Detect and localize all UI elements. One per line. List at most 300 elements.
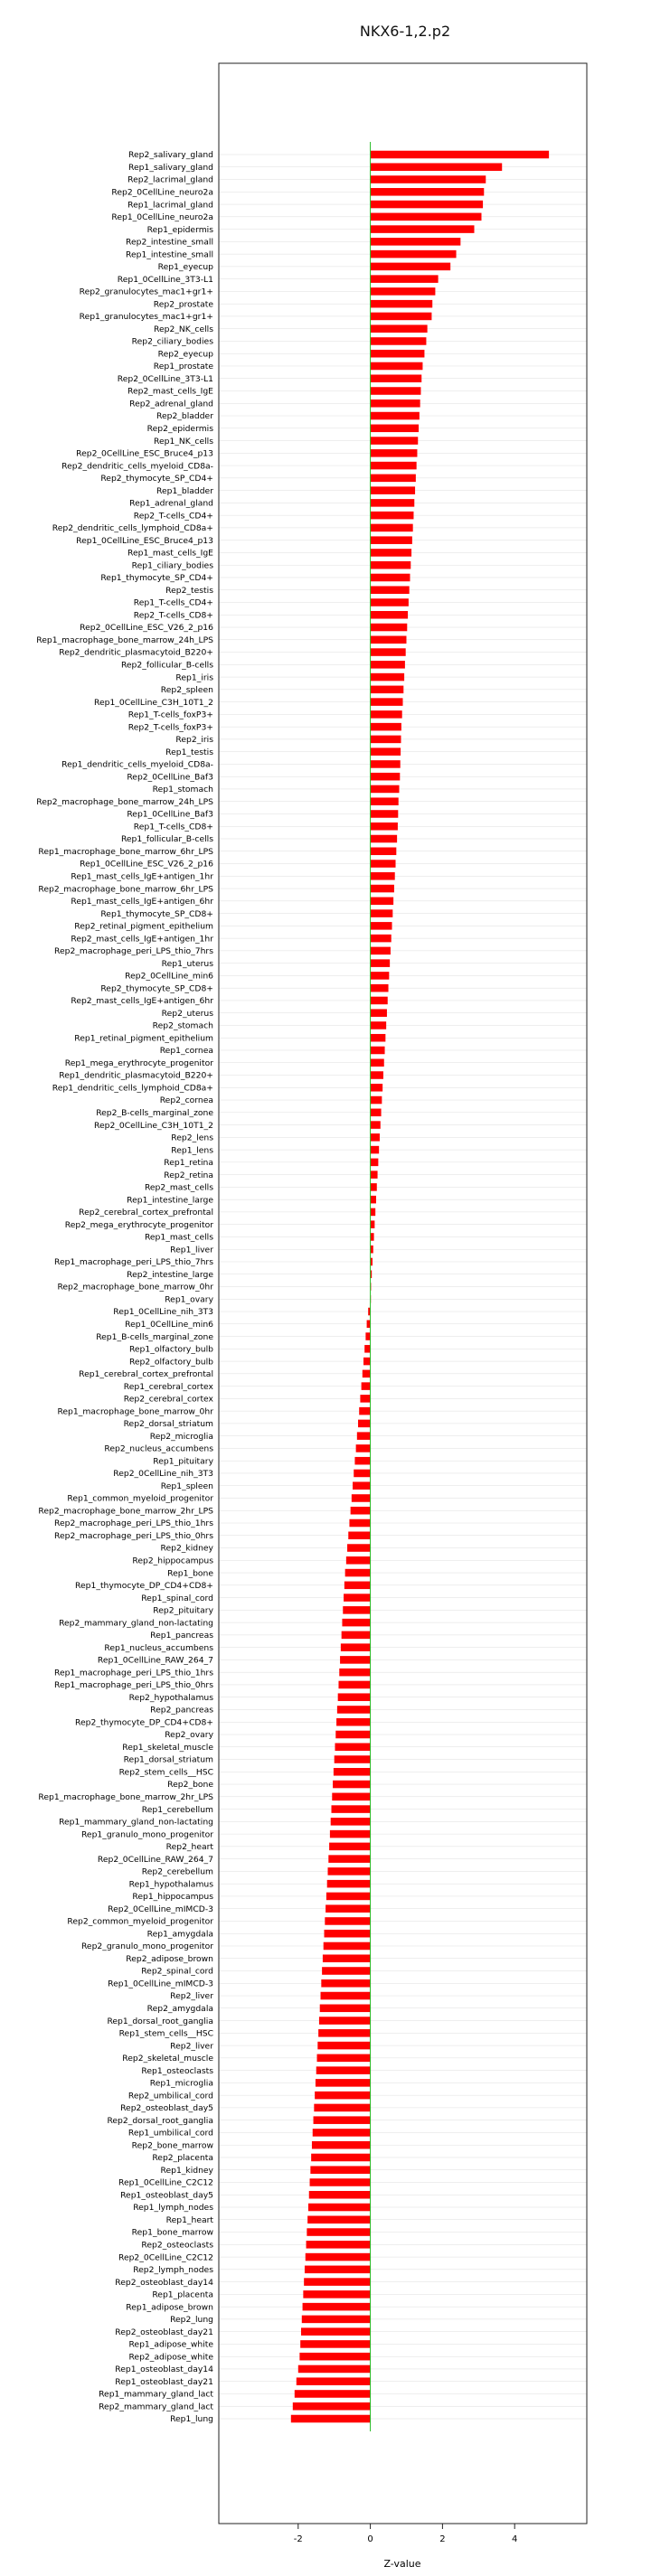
category-label: Rep1_0CellLine_3T3-L1 — [117, 274, 213, 285]
category-label: Rep1_spleen — [160, 1481, 213, 1491]
category-label: Rep2_macrophage_bone_marrow_2hr_LPS — [38, 1506, 213, 1517]
category-label: Rep1_0CellLine_neuro2a — [111, 212, 213, 223]
bar — [326, 1904, 370, 1913]
category-label: Rep1_olfactory_bulb — [128, 1344, 213, 1355]
bar — [371, 163, 503, 171]
category-label: Rep2_macrophage_bone_marrow_6hr_LPS — [38, 884, 213, 895]
category-label: Rep2_osteoblast_day21 — [115, 2327, 213, 2337]
bar — [319, 2017, 371, 2025]
bar — [362, 1382, 371, 1390]
bar — [320, 2005, 371, 2013]
category-label: Rep2_amygdala — [146, 2003, 213, 2014]
category-label: Rep2_0CellLine_RAW_264_7 — [97, 1854, 213, 1865]
category-label: Rep1_cerebral_cortex — [123, 1381, 213, 1392]
bar — [371, 885, 394, 893]
category-label: Rep1_B-cells_marginal_zone — [96, 1331, 213, 1342]
bar — [318, 2029, 370, 2037]
category-label: Rep1_bone_marrow — [131, 2227, 213, 2238]
category-label: Rep2_mast_cells_IgE+antigen_6hr — [71, 996, 213, 1007]
bar — [371, 1084, 383, 1092]
category-label: Rep2_pancreas — [150, 1705, 213, 1716]
category-label: Rep2_salivary_gland — [128, 150, 213, 161]
category-label: Rep1_0CellLine_Baf3 — [127, 809, 213, 820]
category-label: Rep2_intestine_large — [127, 1269, 213, 1280]
x-tick-label: 2 — [439, 2534, 446, 2544]
bar — [354, 1470, 370, 1478]
category-label: Rep1_ciliary_bodies — [131, 560, 213, 571]
bar — [371, 1159, 379, 1167]
category-label: Rep1_kidney — [160, 2165, 213, 2176]
bar — [371, 462, 417, 470]
bar — [307, 2241, 371, 2249]
category-label: Rep1_0CellLine_min6 — [125, 1319, 213, 1330]
bar — [371, 1047, 385, 1055]
category-label: Rep1_pancreas — [150, 1631, 213, 1641]
bar — [317, 2054, 371, 2063]
bar — [371, 275, 439, 283]
bar — [371, 736, 401, 744]
category-label: Rep1_osteoblast_day5 — [120, 2190, 213, 2201]
bar — [331, 1805, 370, 1813]
bar — [371, 909, 393, 917]
category-label: Rep2_follicular_B-cells — [120, 660, 213, 671]
category-label: Rep1_mast_cells_IgE+antigen_1hr — [71, 871, 213, 882]
bar — [291, 2415, 371, 2423]
category-label: Rep1_macrophage_bone_marrow_24h_LPS — [36, 635, 213, 645]
bar — [371, 1071, 383, 1079]
bar — [314, 2104, 370, 2112]
bar — [328, 1867, 371, 1876]
category-label: Rep2_adrenal_gland — [129, 399, 213, 409]
category-label: Rep1_macrophage_bone_marrow_0hr — [57, 1406, 213, 1417]
category-label: Rep1_dendritic_cells_lymphoid_CD8a+ — [52, 1083, 213, 1094]
bar — [371, 1109, 382, 1117]
bar — [364, 1345, 370, 1353]
category-label: Rep2_bone_marrow — [131, 2140, 213, 2151]
bar — [371, 760, 401, 768]
bar — [345, 1569, 371, 1577]
category-label: Rep1_0CellLine_mIMCD-3 — [108, 1979, 213, 1989]
category-label: Rep2_lens — [171, 1133, 213, 1143]
bar — [371, 1034, 386, 1042]
category-label: Rep2_mammary_gland_lact — [99, 2402, 213, 2412]
bar — [323, 1954, 371, 1962]
bar — [371, 350, 425, 358]
bar — [371, 648, 406, 656]
category-label: Rep2_dendritic_cells_myeloid_CD8a- — [61, 461, 213, 472]
category-label: Rep2_adipose_brown — [126, 1953, 213, 1964]
category-label: Rep2_hippocampus — [132, 1556, 213, 1566]
bar — [302, 2316, 371, 2324]
x-tick-label: 0 — [367, 2534, 373, 2544]
category-label: Rep1_microglia — [149, 2078, 213, 2089]
category-label: Rep2_hypothalamus — [128, 1692, 213, 1703]
category-label: Rep2_ovary — [165, 1730, 213, 1741]
category-label: Rep2_osteoblast_day5 — [120, 2103, 213, 2114]
category-label: Rep2_cerebellum — [141, 1866, 213, 1877]
bar — [358, 1420, 371, 1428]
bar — [371, 188, 485, 196]
bar — [314, 2116, 371, 2124]
category-label: Rep1_bone — [167, 1568, 213, 1579]
category-label: Rep2_testis — [165, 585, 213, 596]
bar — [335, 1731, 370, 1739]
category-label: Rep2_lacrimal_gland — [127, 174, 213, 185]
bar — [347, 1544, 371, 1552]
bar — [360, 1395, 370, 1403]
category-label: Rep2_dorsal_root_ganglia — [107, 2115, 213, 2126]
category-label: Rep1_hypothalamus — [128, 1879, 213, 1890]
category-label: Rep2_spinal_cord — [141, 1966, 213, 1977]
category-label: Rep2_retina — [164, 1170, 213, 1180]
bar — [371, 437, 419, 445]
bar — [327, 1880, 371, 1888]
category-label: Rep2_T-cells_CD4+ — [133, 511, 213, 522]
category-label: Rep2_heart — [165, 1842, 213, 1853]
category-label: Rep2_stomach — [152, 1020, 213, 1031]
bar — [293, 2402, 371, 2411]
bar — [371, 898, 394, 906]
bar — [346, 1556, 371, 1565]
category-label: Rep1_lymph_nodes — [133, 2203, 213, 2214]
category-label: Rep1_macrophage_bone_marrow_6hr_LPS — [38, 846, 213, 857]
category-label: Rep2_T-cells_foxP3+ — [127, 722, 213, 733]
category-label: Rep2_bone — [167, 1780, 213, 1791]
bar — [363, 1370, 371, 1378]
category-label: Rep2_kidney — [160, 1543, 213, 1554]
bar — [338, 1681, 370, 1689]
category-label: Rep2_macrophage_peri_LPS_thio_1hrs — [53, 1518, 213, 1529]
category-label: Rep2_umbilical_cord — [127, 2091, 213, 2101]
bar — [297, 2377, 371, 2385]
bar — [335, 1743, 370, 1751]
bar — [316, 2079, 371, 2087]
bar — [371, 935, 392, 943]
bar — [334, 1768, 371, 1776]
category-label: Rep2_0CellLine_min6 — [125, 971, 213, 982]
bar — [371, 524, 413, 532]
bar — [371, 661, 405, 669]
x-tick-label: 4 — [512, 2534, 518, 2544]
category-label: Rep2_T-cells_CD8+ — [133, 610, 213, 621]
category-label: Rep2_NK_cells — [154, 324, 213, 334]
category-label: Rep1_mast_cells_IgE+antigen_6hr — [71, 897, 213, 907]
bar — [371, 201, 483, 209]
category-label: Rep2_ciliary_bodies — [131, 336, 213, 347]
bar — [311, 2154, 370, 2162]
category-label: Rep2_uterus — [161, 1008, 213, 1019]
bar — [371, 362, 423, 371]
category-label: Rep2_intestine_small — [125, 237, 213, 248]
category-label: Rep1_stomach — [152, 785, 213, 795]
category-label: Rep2_lymph_nodes — [133, 2265, 213, 2276]
category-label: Rep1_umbilical_cord — [127, 2128, 213, 2139]
bar — [328, 1855, 370, 1863]
category-label: Rep1_follicular_B-cells — [120, 834, 213, 845]
category-label: Rep2_osteoblast_day14 — [115, 2277, 213, 2288]
bar — [365, 1332, 370, 1340]
x-axis-label: Z-value — [383, 2558, 421, 2570]
category-label: Rep2_dendritic_cells_lymphoid_CD8a+ — [52, 523, 213, 534]
bar — [351, 1507, 371, 1515]
bar — [340, 1656, 371, 1664]
bar — [307, 2228, 370, 2236]
category-label: Rep2_stem_cells__HSC — [118, 1767, 213, 1778]
bar — [371, 1121, 381, 1129]
bar — [371, 486, 415, 494]
bar — [371, 872, 395, 880]
category-label: Rep1_uterus — [161, 958, 213, 969]
category-label: Rep2_nucleus_accumbens — [104, 1443, 213, 1454]
category-label: Rep1_pituitary — [153, 1456, 213, 1467]
bar — [352, 1494, 371, 1502]
bar — [371, 686, 404, 694]
category-label: Rep1_osteoblast_day21 — [115, 2376, 213, 2387]
category-label: Rep2_macrophage_peri_LPS_thio_0hrs — [53, 1530, 213, 1541]
category-label: Rep1_skeletal_muscle — [122, 1742, 213, 1753]
category-label: Rep1_0CellLine_ESC_Bruce4_p13 — [76, 535, 213, 546]
bar — [371, 1233, 374, 1241]
category-label: Rep1_testis — [165, 747, 213, 757]
bar — [321, 1992, 371, 2000]
bar — [371, 574, 410, 582]
bar — [371, 835, 398, 843]
bar — [371, 1208, 376, 1217]
bar — [371, 1021, 387, 1029]
bar — [371, 997, 388, 1005]
category-label: Rep1_macrophage_peri_LPS_thio_0hrs — [53, 1680, 213, 1691]
bar — [309, 2191, 371, 2199]
category-label: Rep2_mast_cells — [144, 1182, 213, 1193]
bar — [332, 1793, 370, 1801]
bar — [371, 387, 421, 395]
bar — [336, 1718, 371, 1726]
category-label: Rep2_0CellLine_ESC_Bruce4_p13 — [76, 448, 213, 459]
category-label: Rep1_placenta — [152, 2289, 213, 2300]
bar — [322, 1967, 370, 1975]
bar — [371, 972, 390, 980]
x-tick-label: -2 — [293, 2534, 303, 2544]
bar — [304, 2278, 370, 2286]
bar — [329, 1843, 370, 1851]
category-label: Rep1_retinal_pigment_epithelium — [74, 1033, 213, 1044]
bar — [371, 723, 401, 731]
bar — [371, 1133, 380, 1142]
bar — [371, 1096, 382, 1105]
bar — [305, 2266, 371, 2274]
category-label: Rep2_skeletal_muscle — [122, 2054, 213, 2064]
category-label: Rep2_thymocyte_DP_CD4+CD8+ — [75, 1717, 213, 1728]
bar — [371, 598, 409, 606]
bar — [371, 586, 410, 594]
category-label: Rep2_liver — [170, 1991, 213, 2002]
category-label: Rep1_thymocyte_DP_CD4+CD8+ — [75, 1581, 213, 1592]
bar — [371, 1220, 375, 1228]
category-label: Rep2_0CellLine_C2C12 — [118, 2252, 213, 2263]
bar — [371, 475, 416, 483]
bar — [371, 374, 422, 382]
bar — [371, 175, 486, 183]
bar — [326, 1893, 371, 1901]
bar — [371, 624, 408, 632]
bar — [348, 1532, 370, 1540]
bar — [371, 499, 415, 507]
category-label: Rep2_granulo_mono_progenitor — [80, 1941, 213, 1952]
category-label: Rep2_placenta — [152, 2153, 213, 2164]
bar — [371, 324, 428, 333]
bar — [371, 449, 418, 457]
category-label: Rep1_macrophage_peri_LPS_thio_1hrs — [53, 1668, 213, 1678]
bar — [371, 536, 412, 544]
category-label: Rep1_lacrimal_gland — [127, 200, 213, 211]
bar — [371, 1170, 378, 1179]
bar — [295, 2390, 371, 2398]
bar — [313, 2129, 371, 2137]
bar — [371, 1058, 384, 1067]
category-label: Rep1_bladder — [156, 485, 213, 496]
category-label: Rep1_granulo_mono_progenitor — [80, 1829, 213, 1840]
bar — [359, 1407, 370, 1415]
category-label: Rep2_common_myeloid_progenitor — [67, 1916, 213, 1927]
bar — [342, 1631, 371, 1640]
category-label: Rep1_cerebral_cortex_prefrontal — [79, 1369, 213, 1380]
bar — [371, 238, 461, 246]
category-label: Rep1_0CellLine_C3H_10T1_2 — [93, 697, 213, 708]
category-label: Rep1_eyecup — [157, 262, 213, 273]
bar — [371, 151, 550, 159]
bar — [371, 848, 397, 856]
bar — [371, 412, 420, 420]
category-label: Rep1_intestine_small — [125, 249, 213, 260]
bar — [367, 1321, 371, 1329]
bar — [344, 1594, 371, 1602]
chart-title: NKX6-1,2.p2 — [359, 23, 451, 40]
category-label: Rep1_mast_cells — [144, 1232, 213, 1243]
bar — [312, 2141, 371, 2149]
category-label: Rep2_dorsal_striatum — [123, 1419, 213, 1430]
category-label: Rep1_NK_cells — [154, 436, 213, 447]
bar — [342, 1619, 370, 1627]
category-label: Rep2_0CellLine_neuro2a — [111, 187, 213, 198]
category-label: Rep1_granulocytes_mac1+gr1+ — [79, 312, 213, 323]
bar — [316, 2066, 371, 2074]
category-label: Rep1_nucleus_accumbens — [104, 1642, 213, 1653]
category-label: Rep1_adipose_white — [128, 2339, 213, 2350]
bar — [317, 2042, 370, 2050]
category-label: Rep1_0CellLine_ESC_V26_2_p16 — [80, 859, 213, 870]
bar — [371, 947, 391, 955]
bar — [371, 698, 403, 706]
bar — [339, 1669, 370, 1677]
bar — [371, 225, 475, 233]
bar — [298, 2365, 371, 2374]
category-label: Rep2_0CellLine_nih_3T3 — [113, 1469, 213, 1480]
category-label: Rep2_0CellLine_Baf3 — [127, 772, 213, 783]
bar — [371, 1146, 380, 1154]
category-label: Rep1_0CellLine_C2C12 — [118, 2177, 213, 2188]
bar — [371, 773, 401, 781]
bar — [344, 1582, 371, 1590]
bar — [371, 300, 433, 308]
bar — [371, 213, 482, 221]
category-label: Rep2_macrophage_bone_marrow_0hr — [57, 1282, 213, 1293]
bar — [356, 1444, 371, 1453]
category-label: Rep1_dorsal_root_ganglia — [107, 2016, 213, 2026]
category-label: Rep2_eyecup — [157, 349, 213, 360]
category-label: Rep1_common_myeloid_progenitor — [67, 1493, 213, 1504]
bar — [363, 1358, 371, 1366]
category-label: Rep1_0CellLine_RAW_264_7 — [97, 1655, 213, 1666]
bar — [349, 1519, 370, 1528]
bar — [324, 1942, 371, 1951]
category-label: Rep1_macrophage_bone_marrow_2hr_LPS — [38, 1792, 213, 1803]
category-label: Rep2_granulocytes_mac1+gr1+ — [79, 287, 213, 297]
bar — [321, 1979, 370, 1988]
bar — [325, 1917, 370, 1925]
category-label: Rep1_thymocyte_SP_CD8+ — [100, 908, 213, 919]
category-label: Rep1_stem_cells__HSC — [118, 2028, 213, 2039]
category-label: Rep1_mammary_gland_non-lactating — [59, 1817, 213, 1828]
bar — [353, 1481, 371, 1490]
category-label: Rep1_T-cells_CD4+ — [133, 597, 213, 608]
category-label: Rep2_microglia — [149, 1431, 213, 1442]
bar — [341, 1643, 371, 1651]
category-label: Rep1_cerebellum — [141, 1804, 213, 1815]
bar — [371, 636, 407, 644]
category-label: Rep1_iris — [175, 672, 213, 683]
bar — [303, 2290, 370, 2299]
bar — [371, 959, 391, 967]
category-label: Rep1_adipose_brown — [126, 2302, 213, 2313]
bar — [331, 1818, 371, 1826]
category-label: Rep2_mammary_gland_non-lactating — [59, 1618, 213, 1629]
bar — [343, 1606, 370, 1614]
bar — [371, 984, 389, 992]
bar — [371, 710, 402, 719]
category-label: Rep2_retinal_pigment_epithelium — [74, 921, 213, 932]
category-label: Rep1_heart — [165, 2214, 213, 2225]
category-label: Rep1_lens — [171, 1145, 213, 1156]
category-label: Rep2_thymocyte_SP_CD8+ — [100, 983, 213, 994]
category-label: Rep2_mast_cells_IgE+antigen_1hr — [71, 934, 213, 945]
bar — [299, 2353, 370, 2361]
bar — [333, 1781, 370, 1789]
category-label: Rep1_lung — [170, 2414, 213, 2425]
category-label: Rep1_mammary_gland_lact — [99, 2389, 213, 2400]
category-label: Rep1_thymocyte_SP_CD4+ — [100, 573, 213, 584]
bar — [300, 2340, 370, 2348]
bar — [371, 797, 399, 805]
bar — [371, 673, 405, 682]
bar — [310, 2178, 371, 2186]
category-label: Rep1_osteoblast_day14 — [115, 2364, 213, 2375]
bar — [303, 2303, 371, 2311]
category-label: Rep2_macrophage_bone_marrow_24h_LPS — [36, 796, 213, 807]
category-label: Rep2_macrophage_peri_LPS_thio_7hrs — [53, 946, 213, 957]
category-label: Rep1_adrenal_gland — [129, 498, 213, 509]
category-label: Rep2_0CellLine_3T3-L1 — [117, 373, 213, 384]
bar — [371, 823, 398, 831]
category-label: Rep1_macrophage_peri_LPS_thio_7hrs — [53, 1257, 213, 1268]
category-label: Rep1_retina — [164, 1158, 213, 1169]
bar — [371, 922, 392, 930]
category-label: Rep2_B-cells_marginal_zone — [96, 1108, 213, 1119]
category-label: Rep2_lung — [170, 2315, 213, 2326]
category-label: Rep2_0CellLine_ESC_V26_2_p16 — [80, 623, 213, 634]
bar — [371, 512, 414, 520]
category-label: Rep1_amygdala — [146, 1929, 213, 1940]
category-label: Rep2_spleen — [160, 685, 213, 696]
